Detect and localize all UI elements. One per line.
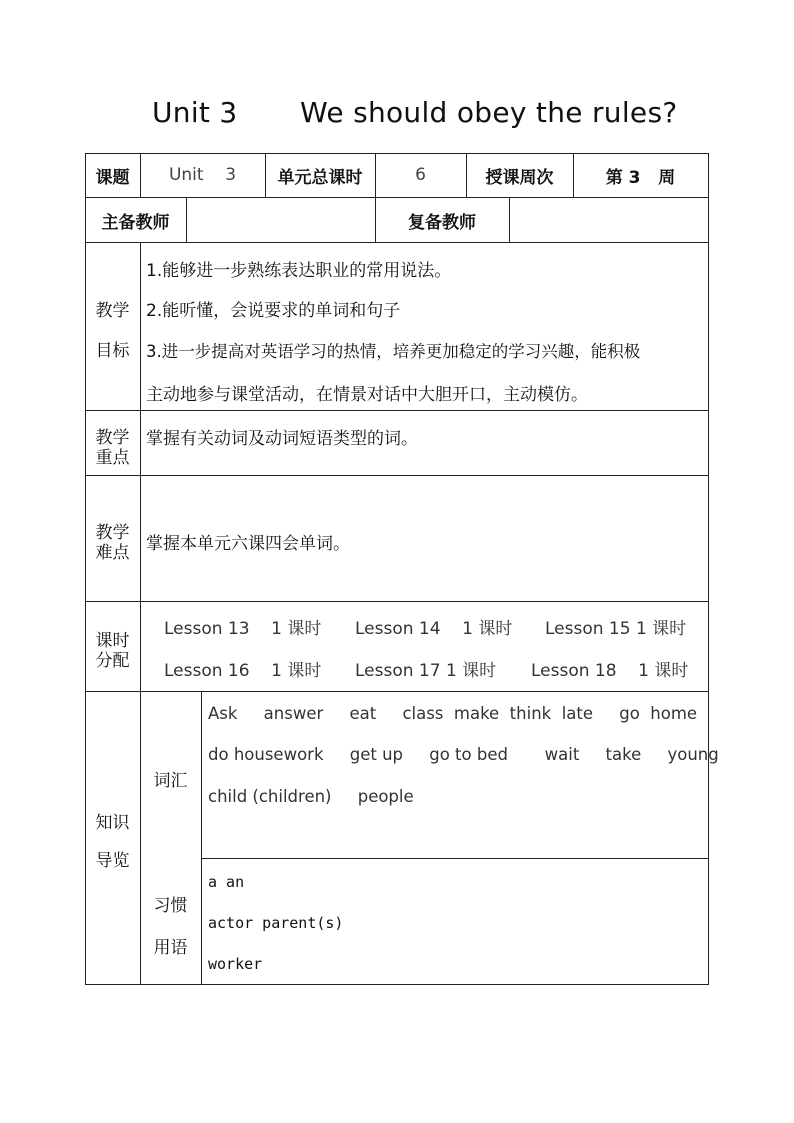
goal-line: 1.能够进一步熟练表达职业的常用说法。 (146, 261, 452, 281)
lesson-allocation: Lesson 15 1 课时 (545, 619, 687, 639)
teaching-week-value: 第 3 周 (605, 168, 676, 188)
row-divider (85, 691, 709, 692)
phrases-label-1: 习惯 (153, 896, 188, 916)
goal-line: 主动地参与课堂活动，在情景对话中大胆开口，主动模仿。 (146, 385, 588, 405)
total-hours-label: 单元总课时 (277, 168, 363, 188)
row-divider (85, 601, 709, 602)
col-divider (509, 197, 510, 242)
subject-value: Unit 3 (168, 165, 237, 185)
goals-label-1: 教学 (95, 301, 130, 321)
row-divider (85, 410, 709, 411)
phrase-line: actor parent(s) (208, 914, 344, 932)
key-points-text: 掌握有关动词及动词短语类型的词。 (146, 429, 418, 449)
row-divider (85, 242, 709, 243)
lesson-allocation: Lesson 13 1 课时 (164, 619, 322, 639)
table-border-top (85, 153, 709, 154)
schedule-label-2: 分配 (95, 651, 130, 671)
total-hours-value: 6 (415, 165, 426, 185)
difficulties-label-2: 难点 (95, 543, 130, 563)
teaching-week-label: 授课周次 (485, 168, 554, 188)
title-name: We should obey the rules? (300, 96, 678, 129)
lesson-allocation: Lesson 17 1 课时 (355, 661, 497, 681)
vocab-line: do housework get up go to bed wait take young (208, 745, 719, 764)
lesson-allocation: Lesson 16 1 课时 (164, 661, 322, 681)
assist-teacher-label: 复备教师 (408, 213, 476, 233)
goal-line: 2.能听懂，会说要求的单词和句子 (146, 301, 401, 321)
table-border-bottom (85, 984, 709, 985)
vocab-line: child (children) people (208, 787, 414, 806)
difficulties-text: 掌握本单元六课四会单词。 (146, 534, 350, 554)
col-divider (201, 691, 202, 984)
row-divider (85, 197, 709, 198)
col-divider (140, 242, 141, 984)
vocab-label: 词汇 (153, 771, 188, 791)
lesson-allocation: Lesson 14 1 课时 (355, 619, 513, 639)
goal-line: 3.进一步提高对英语学习的热情，培养更加稳定的学习兴趣，能积极 (146, 342, 641, 361)
main-teacher-label: 主备教师 (101, 213, 170, 233)
key-points-label-1: 教学 (95, 428, 130, 448)
vocab-line: Ask answer eat class make think late go home (208, 704, 698, 723)
difficulties-label-1: 教学 (95, 523, 130, 543)
schedule-label-1: 课时 (95, 631, 130, 651)
table-border-right (708, 153, 709, 985)
phrases-label-2: 用语 (153, 938, 188, 958)
row-divider (85, 475, 709, 476)
knowledge-label-2: 导览 (95, 851, 130, 871)
subject-label: 课题 (95, 168, 130, 188)
phrase-line: a an (208, 873, 245, 891)
lesson-allocation: Lesson 18 1 课时 (531, 661, 689, 681)
title-unit: Unit 3 (152, 96, 238, 129)
row-divider (201, 858, 709, 859)
col-divider (186, 197, 187, 242)
knowledge-label-1: 知识 (95, 813, 130, 833)
key-points-label-2: 重点 (95, 448, 130, 468)
phrase-line: worker (208, 955, 263, 973)
goals-label-2: 目标 (95, 341, 130, 361)
